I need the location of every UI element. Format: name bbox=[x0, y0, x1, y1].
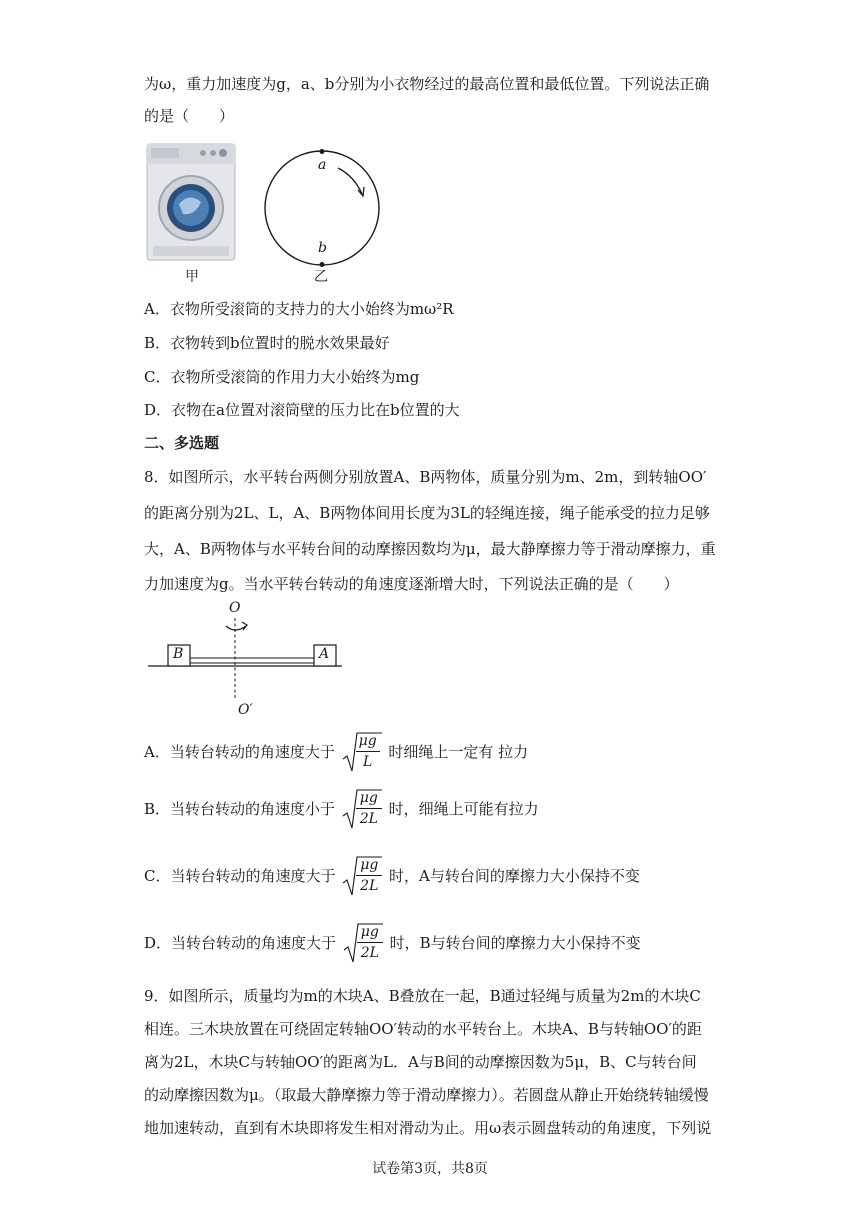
q7-option-a: A．衣物所受滚筒的支持力的大小始终为mω²R bbox=[144, 300, 454, 318]
q8-option-c-post: 时，A与转台间的摩擦力大小保持不变 bbox=[389, 867, 640, 885]
point-a-label: a bbox=[318, 157, 327, 173]
q7-option-b: B．衣物转到b位置时的脱水效果最好 bbox=[144, 334, 390, 352]
point-b-label: b bbox=[318, 240, 327, 256]
q8-option-d-den: 2L bbox=[360, 945, 379, 961]
q8-option-d-num: μg bbox=[357, 922, 383, 943]
q8-option-c-pre: C．当转台转动的角速度大于 bbox=[144, 867, 336, 885]
q8-option-a-den: L bbox=[362, 754, 373, 770]
figure-label-jia: 甲 bbox=[185, 269, 199, 285]
q8-option-b-pre: B．当转台转动的角速度小于 bbox=[144, 800, 336, 818]
block-label-a: A bbox=[319, 646, 330, 662]
q8-option-a-num: μg bbox=[356, 731, 380, 752]
q8-option-d bbox=[144, 921, 641, 965]
q9-stem-line4: 的动摩擦因数为μ。（取最大静摩擦力等于滑动摩擦力）。若圆盘从静止开始绕转轴缓慢 bbox=[144, 1086, 709, 1104]
q7-stem-line2: 的是（ ） bbox=[144, 107, 235, 125]
q8-option-d-pre: D．当转台转动的角速度大于 bbox=[144, 934, 337, 952]
figure-label-yi: 乙 bbox=[314, 269, 328, 285]
sqrt-expression bbox=[342, 855, 382, 899]
q8-option-b bbox=[144, 787, 539, 831]
q8-stem-line3: 大，A、B两物体与水平转台间的动摩擦因数均为μ，最大静摩擦力等于滑动摩擦力，重 bbox=[144, 540, 716, 558]
sqrt-expression bbox=[343, 922, 383, 966]
block-label-b: B bbox=[173, 646, 184, 662]
q8-option-d-post: 时，B与转台间的摩擦力大小保持不变 bbox=[389, 934, 641, 952]
q8-stem-line1: 8．如图所示，水平转台两侧分别放置A、B两物体，质量分别为m、2m，到转轴OO′ bbox=[144, 468, 707, 486]
q8-option-c-den: 2L bbox=[360, 878, 379, 894]
section-title-multiple-choice: 二、多选题 bbox=[144, 434, 220, 452]
q8-stem-line4: 力加速度为g。当水平转台转动的角速度逐渐增大时，下列说法正确的是（ ） bbox=[144, 575, 679, 593]
sqrt-expression bbox=[342, 731, 382, 775]
q7-option-d: D．衣物在a位置对滚筒壁的压力比在b位置的大 bbox=[144, 401, 460, 419]
page-footer: 试卷第3页，共8页 bbox=[372, 1161, 488, 1177]
axis-label-o: O bbox=[229, 600, 241, 616]
q8-option-b-post: 时，细绳上可能有拉力 bbox=[388, 800, 539, 818]
q8-option-a-pre: A．当转台转动的角速度大于 bbox=[144, 743, 335, 761]
q8-option-c-num: μg bbox=[356, 855, 382, 876]
sqrt-expression bbox=[342, 788, 382, 832]
q7-option-c: C．衣物所受滚筒的作用力大小始终为mg bbox=[144, 368, 420, 386]
q9-stem-line2: 相连。三木块放置在可绕固定转轴OO′转动的水平转台上。木块A、B与转轴OO′的距 bbox=[144, 1020, 702, 1038]
q8-option-a bbox=[144, 730, 528, 774]
q8-option-a-post: 时细绳上一定有 拉力 bbox=[388, 743, 529, 761]
q8-option-b-den: 2L bbox=[359, 811, 378, 827]
axis-label-o-prime: O′ bbox=[238, 702, 253, 718]
washing-machine-figure bbox=[143, 142, 240, 264]
q9-stem-line3: 离为2L，木块C与转轴OO′的距离为L．A与B间的动摩擦因数为5μ，B、C与转台间 bbox=[144, 1053, 697, 1071]
q7-stem-line1: 为ω，重力加速度为g，a、b分别为小衣物经过的最高位置和最低位置。下列说法正确 bbox=[144, 75, 710, 93]
q9-stem-line1: 9．如图所示，质量均为m的木块A、B叠放在一起，B通过轻绳与质量为2m的木块C bbox=[144, 987, 701, 1005]
q8-option-c bbox=[144, 854, 640, 898]
q8-stem-line2: 的距离分别为2L、L，A、B两物体间用长度为3L的轻绳连接，绳子能承受的拉力足够 bbox=[144, 504, 710, 522]
q9-stem-line5: 地加速转动，直到有木块即将发生相对滑动为止。用ω表示圆盘转动的角速度，下列说 bbox=[144, 1119, 712, 1137]
q8-option-b-num: μg bbox=[356, 788, 382, 809]
